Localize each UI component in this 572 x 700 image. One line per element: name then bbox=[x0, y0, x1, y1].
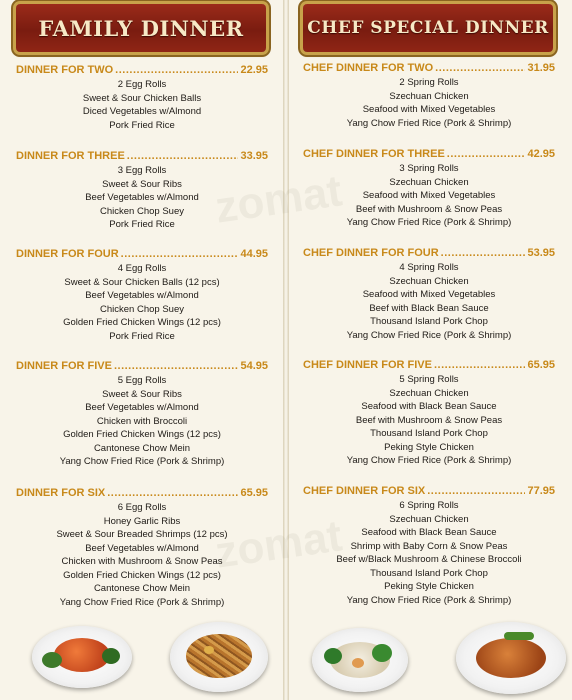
section-price: 31.95 bbox=[527, 62, 555, 74]
section-items bbox=[303, 162, 555, 230]
section-price: 77.95 bbox=[527, 485, 555, 497]
section-name: CHEF DINNER FOR TWO bbox=[303, 62, 434, 74]
section-name: DINNER FOR FIVE bbox=[16, 360, 112, 372]
menu-item: Golden Fried Chicken Wings (12 pcs) bbox=[63, 569, 221, 581]
menu-item: Beef w/Black Mushroom & Chinese Broccoli bbox=[336, 554, 522, 565]
menu-item: Diced Vegetables w/Almond bbox=[82, 106, 202, 117]
menu-item: Thousand Island Pork Chop bbox=[370, 428, 488, 439]
menu-item: Seafood with Mixed Vegetables bbox=[362, 190, 496, 201]
section-heading bbox=[16, 360, 268, 372]
menu-section bbox=[16, 487, 268, 609]
menu-item: Sweet & Sour Chicken Balls (12 pcs) bbox=[64, 276, 220, 288]
seafood-vegetables-photo bbox=[312, 628, 408, 692]
section-items bbox=[16, 78, 268, 132]
menu-item: 3 Egg Rolls bbox=[117, 165, 167, 176]
section-price: 53.95 bbox=[527, 247, 555, 259]
dot-leader bbox=[441, 247, 526, 259]
menu-item: Thousand Island Pork Chop bbox=[370, 316, 488, 327]
section-name: CHEF DINNER FOR FIVE bbox=[303, 359, 432, 371]
section-name: DINNER FOR TWO bbox=[16, 64, 114, 76]
menu-item: Beef with Mushroom & Snow Peas bbox=[355, 414, 503, 426]
dot-leader bbox=[127, 150, 239, 162]
section-name: CHEF DINNER FOR FOUR bbox=[303, 247, 439, 259]
section-price: 33.95 bbox=[240, 150, 268, 162]
section-price: 65.95 bbox=[527, 359, 555, 371]
menu-item: Pork Fried Rice bbox=[109, 119, 175, 131]
section-heading bbox=[303, 485, 555, 497]
menu-item: 2 Spring Rolls bbox=[399, 77, 459, 88]
section-price: 42.95 bbox=[527, 148, 555, 160]
menu-item: Beef Vegetables w/Almond bbox=[85, 542, 199, 554]
section-heading bbox=[303, 359, 555, 371]
section-heading bbox=[16, 150, 268, 162]
menu-item: Yang Chow Fried Rice (Pork & Shrimp) bbox=[346, 329, 512, 341]
section-name: DINNER FOR FOUR bbox=[16, 248, 119, 260]
menu-item: Szechuan Chicken bbox=[389, 275, 469, 287]
section-name: DINNER FOR SIX bbox=[16, 487, 106, 499]
menu-item: Chicken with Broccoli bbox=[96, 415, 188, 427]
section-items bbox=[16, 164, 268, 232]
section-price: 22.95 bbox=[240, 64, 268, 76]
section-items bbox=[16, 501, 268, 609]
menu-item: 5 Spring Rolls bbox=[399, 374, 459, 385]
section-items bbox=[303, 373, 555, 468]
menu-item: Sweet & Sour Ribs bbox=[102, 178, 182, 190]
menu-item: Sweet & Sour Breaded Shrimps (12 pcs) bbox=[56, 529, 228, 540]
section-heading bbox=[303, 62, 555, 74]
menu-section bbox=[16, 64, 268, 132]
menu-item: 4 Spring Rolls bbox=[399, 262, 459, 273]
menu-item: Golden Fried Chicken Wings (12 pcs) bbox=[63, 429, 221, 440]
menu-item: Pork Fried Rice bbox=[109, 330, 175, 342]
menu-item: Szechuan Chicken bbox=[389, 387, 469, 399]
menu-item: Seafood with Black Bean Sauce bbox=[361, 401, 497, 412]
menu-item: 3 Spring Rolls bbox=[399, 163, 459, 174]
zomato-watermark: zomat bbox=[212, 511, 345, 578]
menu-item: Seafood with Black Bean Sauce bbox=[361, 527, 497, 538]
menu-item: Chicken Chop Suey bbox=[100, 205, 184, 217]
menu-item: 5 Egg Rolls bbox=[117, 375, 167, 386]
menu-item: Seafood with Mixed Vegetables bbox=[362, 104, 496, 115]
menu-item: Beef Vegetables w/Almond bbox=[85, 290, 199, 301]
section-name: CHEF DINNER FOR THREE bbox=[303, 148, 445, 160]
menu-item: Golden Fried Chicken Wings (12 pcs) bbox=[63, 317, 221, 328]
section-items bbox=[303, 499, 555, 607]
menu-item: Sweet & Sour Chicken Balls bbox=[82, 92, 202, 104]
menu-item: Yang Chow Fried Rice (Pork & Shrimp) bbox=[346, 455, 512, 466]
section-heading bbox=[303, 247, 555, 259]
section-heading bbox=[16, 248, 268, 260]
menu-item: Thousand Island Pork Chop bbox=[370, 567, 488, 579]
chef-special-banner: CHEF SPECIAL DINNER bbox=[303, 4, 553, 52]
menu-item: Beef with Mushroom & Snow Peas bbox=[355, 203, 503, 215]
family-dinner-banner: FAMILY DINNER bbox=[16, 4, 266, 52]
dot-leader bbox=[447, 148, 526, 160]
peking-chicken-photo bbox=[456, 622, 566, 694]
menu-item: Szechuan Chicken bbox=[389, 513, 469, 525]
dot-leader bbox=[107, 487, 238, 499]
section-name: CHEF DINNER FOR SIX bbox=[303, 485, 426, 497]
section-items bbox=[16, 374, 268, 469]
menu-item: 6 Egg Rolls bbox=[117, 502, 167, 513]
dot-leader bbox=[427, 485, 525, 497]
dot-leader bbox=[435, 62, 525, 74]
dot-leader bbox=[121, 248, 239, 260]
section-price: 65.95 bbox=[240, 487, 268, 499]
menu-section bbox=[16, 150, 268, 232]
section-items bbox=[303, 76, 555, 130]
menu-item: Beef Vegetables w/Almond bbox=[85, 402, 199, 413]
menu-section bbox=[16, 360, 268, 469]
section-price: 54.95 bbox=[240, 360, 268, 372]
menu-item: Szechuan Chicken bbox=[389, 90, 469, 102]
menu-item: Yang Chow Fried Rice (Pork & Shrimp) bbox=[59, 596, 225, 608]
menu-section bbox=[16, 248, 268, 343]
menu-item: Peking Style Chicken bbox=[384, 581, 474, 592]
menu-section bbox=[303, 485, 555, 607]
menu-item: Pork Fried Rice bbox=[109, 219, 175, 230]
menu-item: Cantonese Chow Mein bbox=[93, 442, 191, 454]
menu-item: 2 Egg Rolls bbox=[117, 79, 167, 90]
menu-item: 6 Spring Rolls bbox=[399, 500, 459, 511]
menu-item: Yang Chow Fried Rice (Pork & Shrimp) bbox=[59, 456, 225, 467]
menu-section bbox=[303, 247, 555, 342]
menu-item: Yang Chow Fried Rice (Pork & Shrimp) bbox=[346, 117, 512, 129]
section-items bbox=[303, 261, 555, 342]
menu-item: Yang Chow Fried Rice (Pork & Shrimp) bbox=[346, 594, 512, 606]
menu-item: Shrimp with Baby Corn & Snow Peas bbox=[350, 540, 508, 552]
section-items bbox=[16, 262, 268, 343]
section-heading bbox=[303, 148, 555, 160]
menu-item: Cantonese Chow Mein bbox=[93, 583, 191, 594]
section-price: 44.95 bbox=[240, 248, 268, 260]
menu-section bbox=[303, 62, 555, 130]
section-heading bbox=[16, 64, 268, 76]
menu-item: Chicken Chop Suey bbox=[100, 303, 184, 315]
menu-item: Honey Garlic Ribs bbox=[103, 515, 181, 527]
menu-section bbox=[303, 359, 555, 468]
menu-item: Seafood with Mixed Vegetables bbox=[362, 289, 496, 300]
sweet-sour-chicken-photo bbox=[32, 626, 132, 688]
menu-item: Chicken with Mushroom & Snow Peas bbox=[61, 556, 223, 567]
dot-leader bbox=[115, 64, 238, 76]
menu-item: Sweet & Sour Ribs bbox=[102, 388, 182, 400]
dot-leader bbox=[114, 360, 239, 372]
zomato-watermark: zomat bbox=[212, 166, 345, 233]
chow-mein-photo bbox=[170, 622, 268, 692]
section-name: DINNER FOR THREE bbox=[16, 150, 125, 162]
menu-item: Yang Chow Fried Rice (Pork & Shrimp) bbox=[346, 217, 512, 228]
panel-divider bbox=[283, 0, 289, 700]
dot-leader bbox=[434, 359, 526, 371]
menu-item: Beef with Black Bean Sauce bbox=[369, 302, 489, 314]
menu-item: Szechuan Chicken bbox=[389, 176, 469, 188]
menu-item: 4 Egg Rolls bbox=[117, 263, 167, 274]
menu-section bbox=[303, 148, 555, 230]
menu-item: Beef Vegetables w/Almond bbox=[85, 192, 199, 203]
section-heading bbox=[16, 487, 268, 499]
menu-item: Peking Style Chicken bbox=[384, 441, 474, 453]
